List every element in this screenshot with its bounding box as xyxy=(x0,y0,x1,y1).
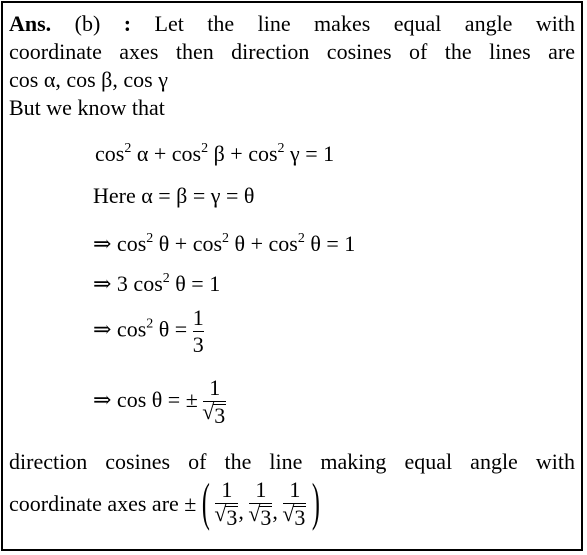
conclusion-line-2: coordinate axes are ± ( 1 √ 3 , 1 √ 3 , 1 √ 3 ) xyxy=(9,475,320,533)
conclusion-text-2: coordinate axes are xyxy=(9,491,179,516)
equation-cos-theta: ⇒ cos θ = ± 1 √ 3 xyxy=(93,375,226,428)
answer-label: Ans. xyxy=(9,11,52,36)
answer-box xyxy=(1,1,583,551)
conclusion-text-1: direction cosines of the line making equal angle with xyxy=(9,449,575,474)
equation-three-cos: ⇒ 3 $\cos^2 \theta = 1$ xyxy=(93,271,221,296)
equation-cos-squared: ⇒ $\cos^2 \theta$ = $\frac{1}{3}$ xyxy=(93,305,204,357)
equation-equal-angles: Here α = β = γ = θ xyxy=(93,183,255,208)
answer-text-4: But we know that xyxy=(9,95,165,120)
answer-text-2: coordinate axes then direction cosines of the lines are xyxy=(9,39,575,64)
answer-option: (b) xyxy=(74,11,101,36)
plus-minus: ± xyxy=(184,491,197,516)
equation-substitute: ⇒ $\cos^2 \theta + \cos^2 \theta + \cos^2 \theta = 1$ xyxy=(93,231,356,256)
equation-identity: $\cos^2 \alpha + \cos^2 \beta + \cos^2 \gamma = 1$ xyxy=(95,141,335,166)
answer-intro-line xyxy=(9,11,575,37)
answer-text-1: Let the line makes equal angle with xyxy=(154,11,576,36)
fraction-one-third: $\frac{1}{3}$ xyxy=(192,305,204,357)
fraction-one-over-root-three: 1 √ 3 xyxy=(202,375,226,428)
answer-colon: : xyxy=(123,11,132,36)
answer-text-3: cos α, cos β, cos γ xyxy=(9,67,168,92)
